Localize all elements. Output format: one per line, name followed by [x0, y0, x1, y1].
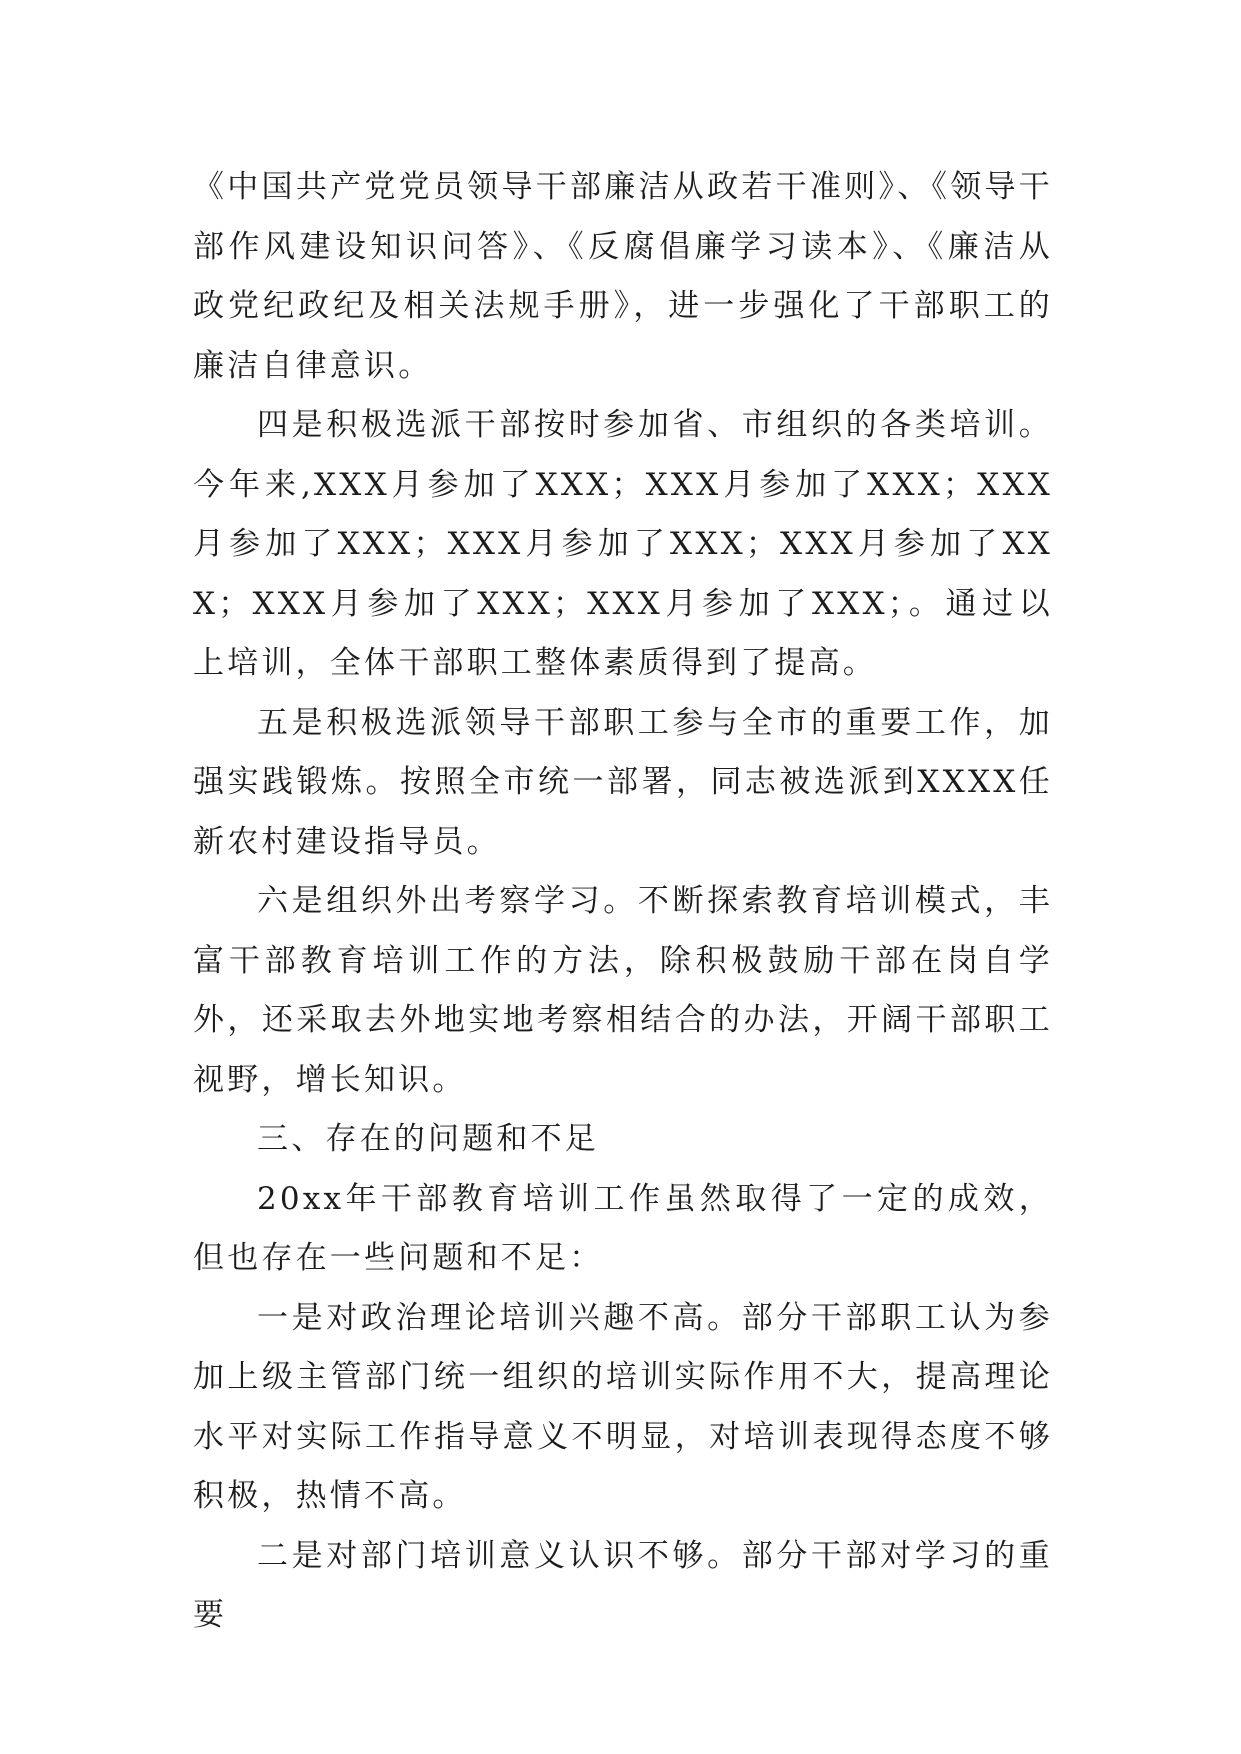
paragraph-practice-assignment: 五是积极选派领导干部职工参与全市的重要工作，加强实践锻炼。按照全市统一部署，同志被选派到XXXX任新农村建设指导员。	[193, 704, 1053, 860]
paragraph-study-tours: 六是组织外出考察学习。不断探索教育培训模式，丰富干部教育培训工作的方法，除积极鼓励干部在岗自学外，还采取去外地实地考察相结合的办法，开阔干部职工视野，增长知识。	[193, 883, 1053, 1098]
paragraph-problem-two: 二是对部门培训意义认识不够。部分干部对学习的重要	[193, 1537, 1053, 1633]
paragraph-party-rules-reading: 《中国共产党党员领导干部廉洁从政若干准则》、《领导干部作风建设知识问答》、《反腐倡廉学习读本》、《廉洁从政党纪政纪及相关法规手册》，进一步强化了干部职工的廉洁自律意识。	[193, 169, 1053, 384]
paragraph-problems-intro: 20xx年干部教育培训工作虽然取得了一定的成效，但也存在一些问题和不足：	[193, 1180, 1053, 1276]
paragraph-training-attendance: 四是积极选派干部按时参加省、市组织的各类培训。今年来,XXX月参加了XXX；XXX月参加了XXX；XXX月参加了XXX；XXX月参加了XXX；XXX月参加了XXX；XXX月参加了XXX；XXX月参加了XXX；。通过以上培训，全体干部职工整体素质得到了提高。	[193, 407, 1053, 681]
document-body	[193, 158, 1053, 1646]
section-heading-problems: 三、存在的问题和不足	[257, 1121, 599, 1157]
paragraph-problem-one: 一是对政治理论培训兴趣不高。部分干部职工认为参加上级主管部门统一组织的培训实际作用不大，提高理论水平对实际工作指导意义不明显，对培训表现得态度不够积极，热情不高。	[193, 1299, 1053, 1514]
